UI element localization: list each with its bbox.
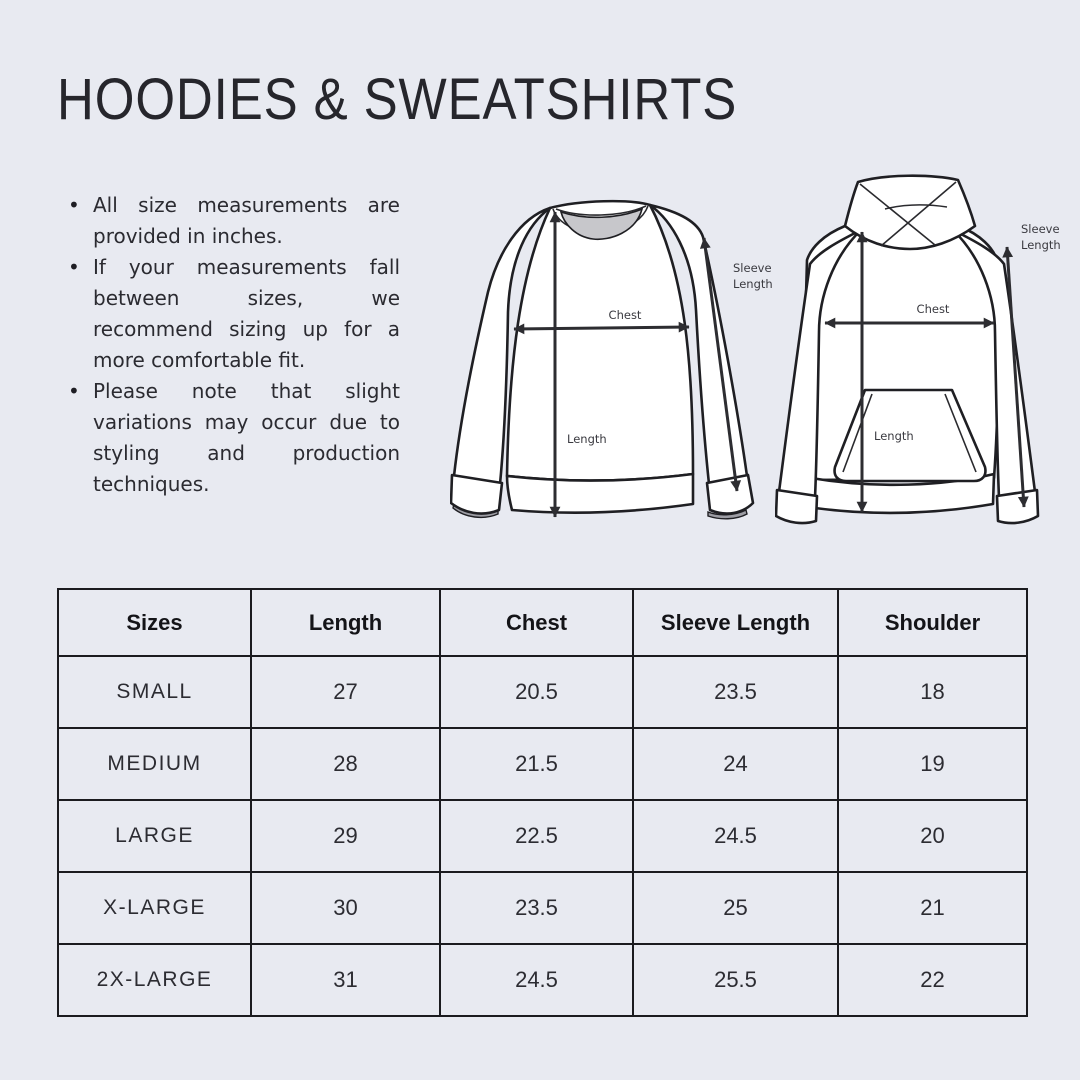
- chest-arrow: [514, 327, 689, 329]
- chest-label: Chest: [916, 302, 950, 316]
- length-label: Length: [567, 432, 607, 446]
- table-cell: 27: [251, 656, 440, 728]
- table-cell: 31: [251, 944, 440, 1016]
- note-text: All size measurements are provided in inches.: [93, 193, 400, 248]
- hoodie-illustration: [775, 162, 1080, 534]
- column-header-chest: Chest: [440, 589, 633, 656]
- table-cell: 25: [633, 872, 838, 944]
- table-cell: 22.5: [440, 800, 633, 872]
- hoodie-diagram: [775, 162, 1080, 534]
- table-cell: 18: [838, 656, 1027, 728]
- sleeve-length-label-line1: Sleeve: [1021, 222, 1060, 236]
- table-cell: 24.5: [440, 944, 633, 1016]
- chest-label: Chest: [608, 308, 642, 322]
- table-header-row: [58, 589, 1027, 656]
- length-label: Length: [874, 429, 914, 443]
- sleeve-length-label-line2: Length: [733, 277, 773, 291]
- table-cell: LARGE: [58, 800, 251, 872]
- table-row: [58, 656, 1027, 728]
- table-cell: 20.5: [440, 656, 633, 728]
- column-header-shoulder: Shoulder: [838, 589, 1027, 656]
- table-cell: 30: [251, 872, 440, 944]
- sweatshirt-illustration: [450, 192, 790, 537]
- note-text: If your measurements fall between sizes, we recommend sizing up for a more comfortable fit.: [93, 255, 400, 372]
- note-item: [68, 190, 400, 252]
- table-cell: 24.5: [633, 800, 838, 872]
- sleeve-length-label-line1: Sleeve: [733, 261, 772, 275]
- note-text: Please note that slight variations may occur due to styling and production techniques.: [93, 379, 400, 496]
- table-row: [58, 728, 1027, 800]
- note-item: [68, 252, 400, 376]
- bullet-icon: •: [68, 255, 80, 279]
- table-cell: X-LARGE: [58, 872, 251, 944]
- table-cell: 25.5: [633, 944, 838, 1016]
- table-cell: 20: [838, 800, 1027, 872]
- sweatshirt-hem-band: [507, 474, 693, 513]
- table-cell: 28: [251, 728, 440, 800]
- bullet-icon: •: [68, 193, 80, 217]
- table-cell: 23.5: [633, 656, 838, 728]
- sweatshirt-diagram: [450, 192, 790, 537]
- note-item: [68, 376, 400, 500]
- table-cell: 29: [251, 800, 440, 872]
- table-cell: 21: [838, 872, 1027, 944]
- table-cell: 19: [838, 728, 1027, 800]
- table-cell: 22: [838, 944, 1027, 1016]
- sweatshirt-left-cuff: [451, 475, 502, 514]
- table-cell: 21.5: [440, 728, 633, 800]
- table-cell: 2X-LARGE: [58, 944, 251, 1016]
- hoodie-right-cuff: [997, 490, 1038, 523]
- bullet-icon: •: [68, 379, 80, 403]
- table-row: [58, 800, 1027, 872]
- sleeve-length-label-line2: Length: [1021, 238, 1061, 252]
- table-cell: 23.5: [440, 872, 633, 944]
- table-cell: 24: [633, 728, 838, 800]
- notes-list: [68, 190, 400, 500]
- table-cell: MEDIUM: [58, 728, 251, 800]
- table-row: [58, 872, 1027, 944]
- sweatshirt-right-cuff: [707, 475, 753, 514]
- size-table: [57, 588, 1028, 1017]
- hoodie-left-cuff: [776, 490, 817, 523]
- table-row: [58, 944, 1027, 1016]
- page-title: HOODIES & SWEATSHIRTS: [57, 67, 738, 132]
- column-header-length: Length: [251, 589, 440, 656]
- column-header-sizes: Sizes: [58, 589, 251, 656]
- table-cell: SMALL: [58, 656, 251, 728]
- column-header-sleeve-length: Sleeve Length: [633, 589, 838, 656]
